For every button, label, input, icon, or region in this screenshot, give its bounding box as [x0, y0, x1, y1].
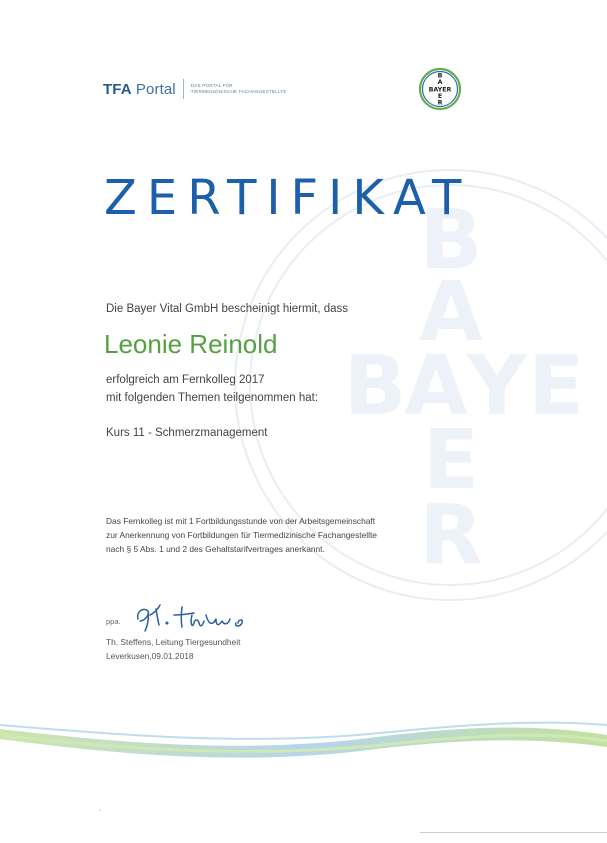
decorative-wave	[0, 695, 607, 775]
bayer-logo-text: BAYER	[428, 86, 452, 94]
watermark-letter-3: Y	[467, 339, 527, 434]
topics-text: mit folgenden Themen teilgenommen hat:	[106, 392, 319, 404]
bayer-logo-v-b: B	[437, 72, 443, 80]
certificate-title: ZERTIFIKAT	[104, 170, 472, 226]
handwritten-signature	[132, 597, 272, 635]
watermark-letter-2: A	[419, 265, 483, 360]
intro-text: Die Bayer Vital GmbH bescheinigt hiermit, dass	[106, 303, 349, 315]
watermark-letter-1: B	[419, 193, 483, 288]
tfa-portal-logo	[103, 79, 287, 99]
tfa-logo-word: TFA Portal	[103, 80, 176, 98]
watermark-letter-h2: A	[404, 339, 468, 434]
completion-text: erfolgreich am Fernkolleg 2017	[106, 374, 265, 386]
accreditation-line: nach § 5 Abs. 1 und 2 des Gehaltstarifvertrages anerkannt.	[106, 544, 325, 554]
page-edge-line	[420, 832, 607, 833]
accreditation-text	[106, 514, 377, 556]
watermark-letter-5: R	[419, 488, 483, 583]
recipient-name: Leonie Reinold	[104, 329, 278, 359]
watermark-letter-4: E	[422, 413, 480, 508]
bayer-logo-v-a: A	[437, 79, 443, 86]
bayer-logo-v-e: E	[437, 93, 443, 100]
place-date: Leverkusen,09.01.2018	[106, 651, 194, 661]
ppa-label: ppa.	[106, 617, 121, 626]
watermark-letter-h4: E	[527, 339, 585, 434]
scan-speck	[99, 809, 101, 811]
accreditation-line: Das Fernkolleg ist mit 1 Fortbildungsstunde von der Arbeitsgemeinschaft	[106, 516, 376, 526]
tfa-logo-divider	[183, 79, 184, 99]
signer-name: Th. Steffens, Leitung Tiergesundheit	[106, 637, 241, 647]
bayer-logo-v-r: R	[437, 99, 443, 107]
course-name: Kurs 11 - Schmerzmanagement	[106, 427, 268, 439]
watermark-letter-h1: B	[343, 339, 407, 434]
tfa-logo-tagline: DAS PORTAL FÜR TIERMEDIZINISCHE FACHANGESTELLTE	[190, 83, 287, 94]
accreditation-line: zur Anerkennung von Fortbildungen für Tiermedizinische Fachangestellte	[106, 530, 377, 540]
bayer-logo	[418, 67, 462, 111]
